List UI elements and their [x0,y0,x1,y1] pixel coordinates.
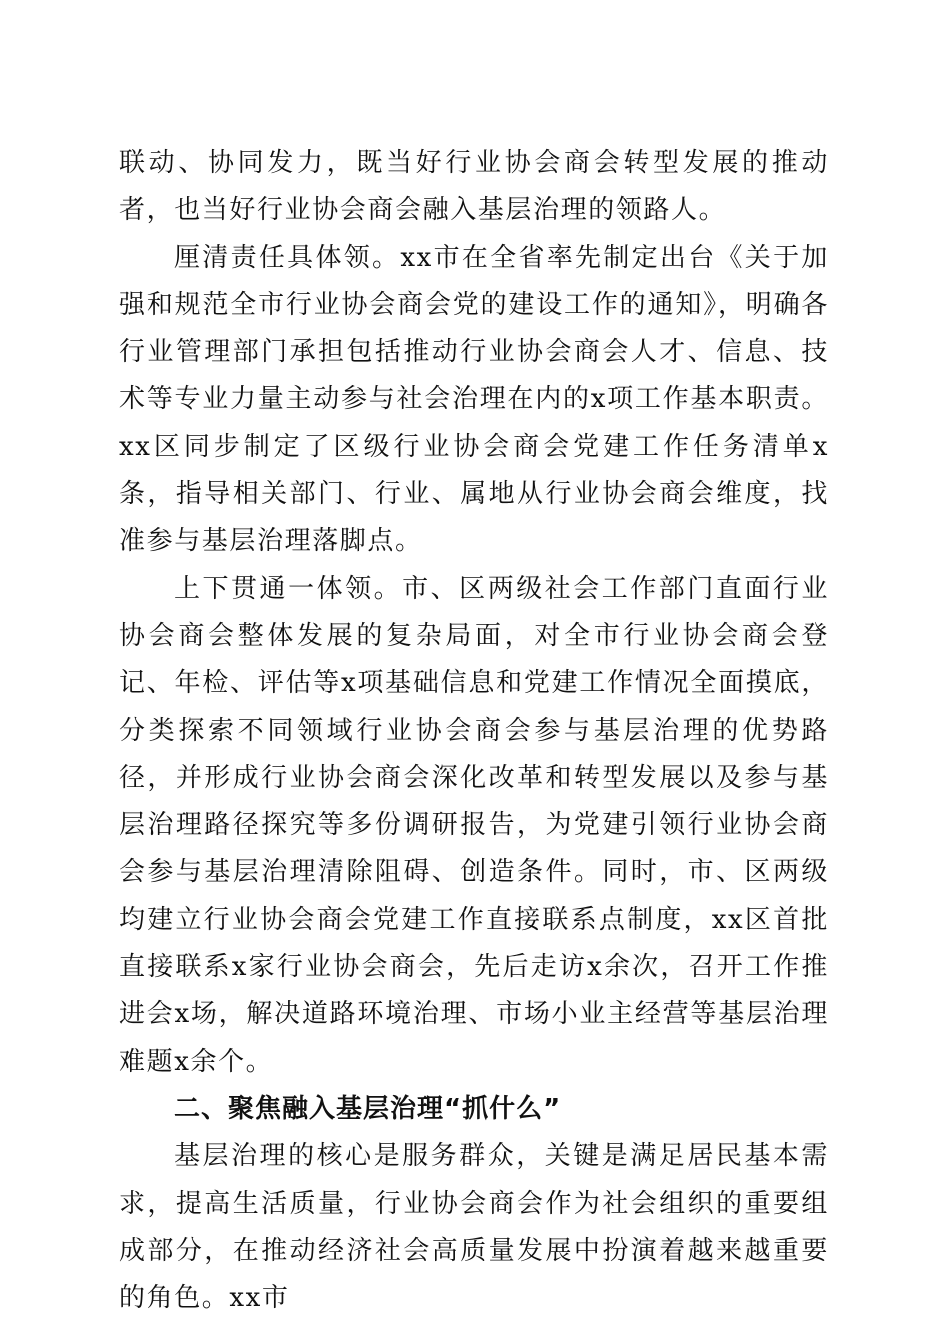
paragraph-grassroots-core: 基层治理的核心是服务群众，关键是满足居民基本需求，提高生活质量，行业协会商会作为社会组织的重要组成部分，在推动经济社会高质量发展中扮演着越来越重要的角色。xx市 [119,1141,829,1314]
paragraph-continuation: 联动、协同发力，既当好行业协会商会转型发展的推动者，也当好行业协会商会融入基层治理的领路人。 [119,148,829,226]
paragraph-clarify-responsibility: 厘清责任具体领。xx市在全省率先制定出台《关于加强和规范全市行业协会商会党的建设工作的通知》，明确各行业管理部门承担包括推动行业协会商会人才、信息、技术等专业力量主动参与社会治理在内的x项工作基本职责。xx区同步制定了区级行业协会商会党建工作任务清单x条，指导相关部门、行业、属地从行业协会商会维度，找准参与基层治理落脚点。 [119,242,829,557]
document-body [119,140,829,1322]
paragraph-top-down-integration: 上下贯通一体领。市、区两级社会工作部门直面行业协会商会整体发展的复杂局面，对全市行业协会商会登记、年检、评估等x项基础信息和党建工作情况全面摸底，分类探索不同领域行业协会商会参与基层治理的优势路径，并形成行业协会商会深化改革和转型发展以及参与基层治理路径探究等多份调研报告，为党建引领行业协会商会参与基层治理清除阻碍、创造条件。同时，市、区两级均建立行业协会商会党建工作直接联系点制度，xx区首批直接联系x家行业协会商会，先后走访x余次，召开工作推进会x场，解决道路环境治理、市场小业主经营等基层治理难题x余个。 [119,573,829,1077]
section-heading: 二、聚焦融入基层治理“抓什么” [174,1093,562,1124]
